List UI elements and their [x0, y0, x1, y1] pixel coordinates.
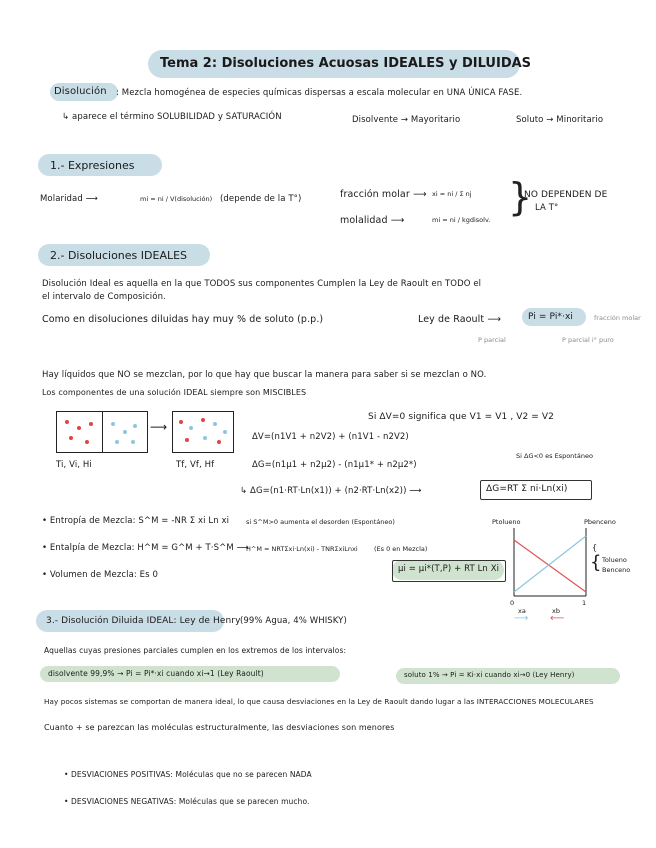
- ideal-para-line1: Disolución Ideal es aquella en la que TODOS sus componentes Cumplen la Ley de Raoult en TODO el: [42, 279, 482, 289]
- dg-note: Si ΔG<0 es Espontáneo: [516, 452, 593, 460]
- svg-text:{: {: [592, 543, 598, 552]
- disolucion-definition: : Mezcla homogénea de especies químicas dispersas a escala molecular en UNA ÚNICA FASE.: [116, 88, 523, 98]
- enthalpy-result: H^M = NRTΣxi·Ln(xi) - TNRΣxiLnxi: [246, 545, 358, 553]
- arrow-icon: ↳: [240, 486, 251, 496]
- ideal-para-line2: el intervalo de Composición.: [42, 292, 166, 302]
- dg-equation: ΔG=(n1μ1 + n2μ2) - (n1μ1* + n2μ2*): [252, 460, 417, 470]
- entropy-note: si S^M>0 aumenta el desorden (Espontáneo): [246, 518, 395, 526]
- dg-result: ΔG=RT Σ ni·Ln(xi): [486, 484, 568, 494]
- graph-left-label: Ptolueno: [492, 518, 521, 526]
- volume-line: • Volumen de Mezcla: Es 0: [42, 570, 158, 580]
- section2-heading: 2.- Disoluciones IDEALES: [50, 249, 188, 262]
- disolucion-label: Disolución: [54, 86, 107, 97]
- liquidos-para: Hay líquidos que NO se mezclan, por lo que hay que buscar la manera para saber si se mezclan o NO.: [42, 370, 487, 380]
- henry-para1: Aquellas cuyas presiones parciales cumplen en los extremos de los intervalos:: [44, 646, 347, 655]
- dv-equation: ΔV=(n1V1 + n2V2) + (n1V1 - n2V2): [252, 432, 409, 442]
- section3-heading: 3.- Disolución Diluida IDEAL: Ley de Henry: [46, 616, 241, 626]
- enthalpy-note: (Es 0 en Mezcla): [374, 545, 428, 553]
- legend-tolueno: Tolueno: [602, 556, 627, 564]
- arrow-icon: ↳: [62, 112, 73, 122]
- legend-brace-icon: {: [590, 552, 602, 573]
- brace-note-2: LA T°: [535, 203, 559, 213]
- entropy-line: • Entropía de Mezcla: S^M = -NR Σ xi Ln xi: [42, 516, 230, 526]
- solvent-note: Disolvente → Mayoritario: [352, 115, 461, 125]
- molalidad-label: molalidad ⟶: [340, 215, 405, 226]
- mix-arrow-icon: ⟶: [150, 420, 168, 434]
- dilution-left: disolvente 99,9% → Pi = Pi*·xi cuando xi→1 (Ley Raoult): [48, 669, 264, 678]
- graph-xb: xb: [552, 607, 560, 615]
- enthalpy-line: • Entalpía de Mezcla: H^M = G^M + T·S^M ⟶: [42, 543, 249, 553]
- page-title: Tema 2: Disoluciones Acuosas IDEALES y DILUIDAS: [160, 56, 532, 71]
- right-state-label: Tf, Vf, Hf: [176, 460, 215, 470]
- bullet-positive: • DESVIACIONES POSITIVAS: Moléculas que no se parecen NADA: [64, 770, 312, 779]
- blue-arrow-icon: ⟶: [514, 613, 529, 624]
- diluidas-para: Como en disoluciones diluidas hay muy % de soluto (p.p.): [42, 314, 324, 325]
- graph-right-label: Pbenceno: [584, 518, 616, 526]
- brace-icon: }: [508, 175, 533, 219]
- miscibles-para: Los componentes de una solución IDEAL siempre son MISCIBLES: [42, 388, 307, 397]
- henry-para2: Hay pocos sistemas se comportan de manera ideal, lo que causa desviaciones en la Ley de Raoult dando lugar a las INTERACCIONES MOLECULARES: [44, 697, 594, 706]
- mu-formula: μi = μi*(T,P) + RT Ln Xi: [398, 564, 500, 574]
- raoult-formula: Pi = Pi*·xi: [528, 312, 574, 322]
- mixing-box-left: [56, 411, 148, 453]
- raoult-note-pparcial-puro: P parcial i° puro: [562, 336, 614, 344]
- raoult-note-fraccion: fracción molar: [594, 314, 641, 322]
- bullet-negative: • DESVIACIONES NEGATIVAS: Moléculas que se parecen mucho.: [64, 797, 310, 806]
- molaridad-formula: mi = ni / V(disolución): [140, 195, 213, 203]
- molaridad-label: Molaridad ⟶: [40, 194, 98, 204]
- graph-x0: 0: [510, 599, 515, 607]
- mixing-box-right: [172, 411, 234, 453]
- legend-benceno: Benceno: [602, 566, 631, 574]
- red-arrow-icon: ⟵: [550, 613, 565, 624]
- molaridad-note: (depende de la T°): [220, 194, 302, 204]
- graph-x1: 1: [582, 599, 587, 607]
- section3-heading-note: (99% Agua, 4% WHISKY): [240, 616, 347, 626]
- arrow-line: ↳ aparece el término SOLUBILIDAD y SATURACIÓN: [62, 112, 282, 122]
- raoult-note-pparcial: P parcial: [478, 336, 506, 344]
- fraccion-formula: xi = ni / Σ nj: [432, 190, 472, 198]
- graph-xa: xa: [518, 607, 526, 615]
- dilution-right: soluto 1% → Pi = Ki·xi cuando xi→0 (Ley Henry): [404, 671, 575, 679]
- section1-heading: 1.- Expresiones: [50, 159, 135, 172]
- fraccion-label: fracción molar ⟶: [340, 189, 427, 200]
- raoult-label: Ley de Raoult ⟶: [418, 314, 502, 325]
- molalidad-formula: mi = ni / kgdisolv.: [432, 216, 491, 224]
- dv-note: Si ΔV=0 significa que V1 = V1 , V2 = V2: [368, 412, 554, 422]
- solute-note: Soluto → Minoritario: [516, 115, 604, 125]
- dg-equation-2: ↳ ΔG=(n1·RT·Ln(x1)) + (n2·RT·Ln(x2)) ⟶: [240, 486, 422, 496]
- henry-para3: Cuanto + se parezcan las moléculas estructuralmente, las desviaciones son menores: [44, 723, 395, 732]
- left-state-label: Ti, Vi, Hi: [56, 460, 92, 470]
- brace-note-1: NO DEPENDEN DE: [524, 190, 608, 200]
